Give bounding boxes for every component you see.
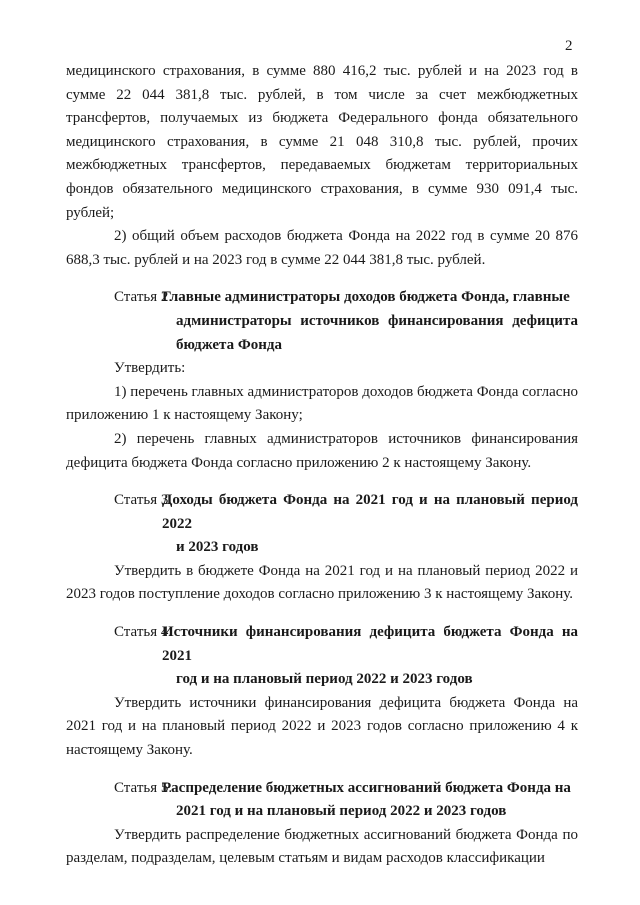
article-2-paragraph: Утвердить: bbox=[114, 360, 186, 377]
article-4 bbox=[66, 621, 578, 763]
article-5-title-line1: Распределение бюджетных ассигнований бюджета Фонда на bbox=[162, 779, 571, 796]
article-2-label: Статья 2. bbox=[114, 289, 173, 306]
article-2-title-line1: Главные администраторы доходов бюджета Фонда, главные bbox=[162, 289, 570, 306]
article-2-paragraph: 2) перечень главных администраторов источников финансирования дефицита бюджета Фонда согласно приложению 2 к настоящему Закону. bbox=[66, 430, 578, 471]
article-5 bbox=[66, 777, 578, 871]
article-3 bbox=[66, 489, 578, 607]
article-5-paragraph: Утвердить распределение бюджетных ассигнований бюджета Фонда по разделам, подразделам, целевым статьям и видам расходов классификации bbox=[66, 826, 578, 867]
article-2 bbox=[66, 286, 578, 475]
document-body bbox=[66, 60, 578, 871]
article-3-label: Статья 3. bbox=[114, 492, 173, 509]
continuation-paragraph: медицинского страхования, в сумме 880 416,2 тыс. рублей и на 2023 год в сумме 22 044 381,8 тыс. рублей, в том числе за счет межбюджетных трансфертов, получаемых из бюджета Федерального фонда обязательного медицинского страхования, в сумме 21 048 310,8 тыс. рублей, прочих межбюджетных трансфертов, передаваемых бюджетам территориальных фондов обязательного медицинского страхования, в сумме 930 091,4 тыс. рублей; bbox=[66, 63, 578, 221]
article-3-paragraph: Утвердить в бюджете Фонда на 2021 год и на плановый период 2022 и 2023 годов поступление доходов согласно приложению 3 к настоящему Закону. bbox=[66, 562, 578, 603]
article-3-title-rest: и 2023 годов bbox=[176, 539, 259, 556]
article-5-label: Статья 5. bbox=[114, 779, 173, 796]
article-3-title-line1: Доходы бюджета Фонда на 2021 год и на плановый период 2022 bbox=[162, 492, 578, 532]
article-2-title-rest: администраторы источников финансирования дефицита бюджета Фонда bbox=[176, 312, 578, 353]
article-5-title-rest: 2021 год и на плановый период 2022 и 2023 годов bbox=[176, 803, 507, 820]
article-4-title-rest: год и на плановый период 2022 и 2023 годов bbox=[176, 671, 473, 688]
article-4-title-line1: Источники финансирования дефицита бюджета Фонда на 2021 bbox=[162, 624, 578, 664]
article-4-label: Статья 4. bbox=[114, 624, 173, 641]
article-2-paragraph: 1) перечень главных администраторов доходов бюджета Фонда согласно приложению 1 к настоящему Закону; bbox=[66, 383, 578, 424]
page-number: 2 bbox=[565, 38, 573, 54]
article-4-paragraph: Утвердить источники финансирования дефицита бюджета Фонда на 2021 год и на плановый период 2022 и 2023 годов согласно приложению 4 к настоящему Закону. bbox=[66, 694, 578, 759]
item-2-paragraph: 2) общий объем расходов бюджета Фонда на 2022 год в сумме 20 876 688,3 тыс. рублей и на 2023 год в сумме 22 044 381,8 тыс. рублей. bbox=[66, 228, 578, 268]
